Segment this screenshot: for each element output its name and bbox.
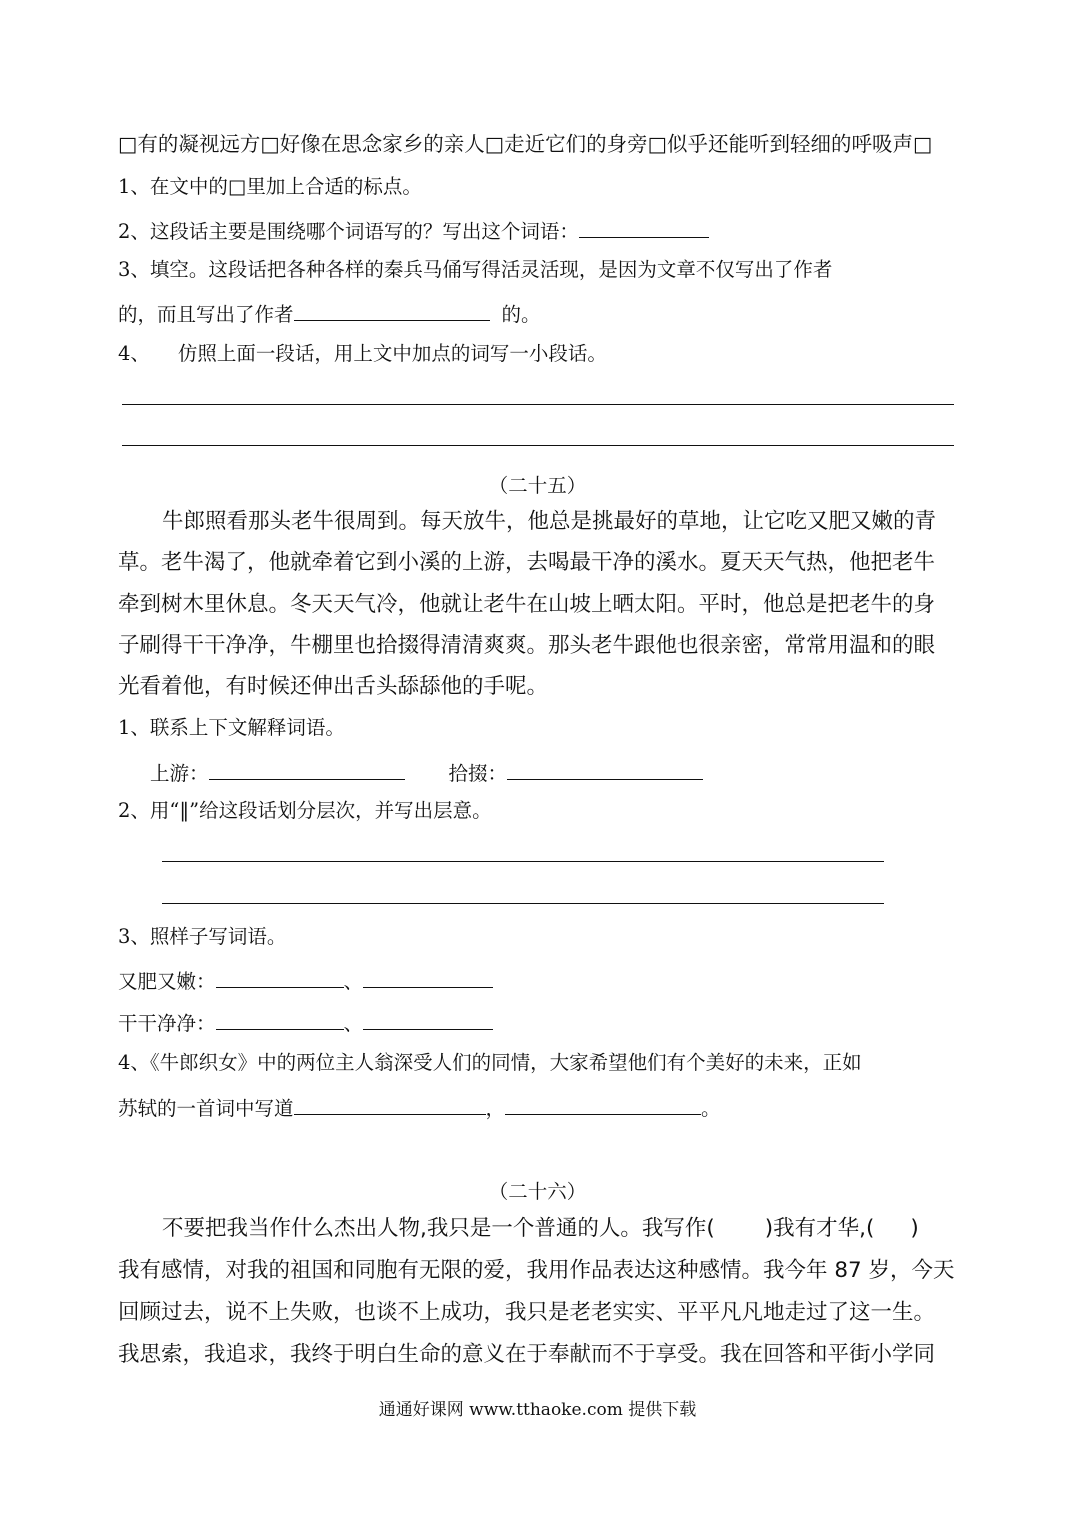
word-label: 上游： — [150, 762, 209, 785]
word-explanations — [150, 761, 703, 784]
question-1: 1、在文中的□里加上合适的标点。 — [118, 175, 422, 198]
answer-blank[interactable] — [507, 761, 703, 780]
passage-line: 子刷得干干净净，牛棚里也拾掇得清清爽爽。那头老牛跟他也很亲密，常常用温和的眼 — [118, 633, 936, 658]
question-2-text: 2、这段话主要是围绕哪个词语写的？写出这个词语： — [118, 220, 579, 243]
writing-line[interactable] — [122, 445, 954, 446]
passage-line: 草。老牛渴了，他就牵着它到小溪的上游，去喝最干净的溪水。夏天天气热，他把老牛 — [118, 550, 936, 575]
writing-line[interactable] — [162, 903, 884, 904]
example-row — [118, 969, 493, 992]
writing-line[interactable] — [122, 404, 954, 405]
answer-blank[interactable] — [363, 969, 493, 988]
question-4-text: 仿照上面一段话，用上文中加点的词写一小段话。 — [177, 342, 607, 365]
question-3: 3、照样子写词语。 — [118, 925, 287, 948]
answer-blank[interactable] — [579, 219, 709, 238]
passage-line: 不要把我当作什么杰出人物,我只是一个普通的人。我写作( )我有才华,( ) — [162, 1216, 919, 1241]
passage-line: 牛郎照看那头老牛很周到。每天放牛，他总是挑最好的草地，让它吃又肥又嫩的青 — [162, 509, 937, 534]
section-title: （二十六） — [488, 1180, 587, 1203]
question-4-number: 4、 — [118, 342, 150, 365]
passage-line: 我有感情，对我的祖国和同胞有无限的爱，我用作品表达这种感情。我今年 87 岁，今天 — [118, 1258, 955, 1283]
comma: ， — [485, 1097, 506, 1120]
example-row — [118, 1011, 493, 1034]
question-4-line1: 4、《牛郎织女》中的两位主人翁深受人们的同情，大家希望他们有个美好的未来，正如 — [118, 1051, 862, 1074]
question-2: 2、用“‖”给这段话划分层次，并写出层意。 — [118, 799, 492, 822]
passage-line: 我思索，我追求，我终于明白生命的意义在于奉献而不于享受。我在回答和平街小学同 — [118, 1342, 936, 1367]
separator: 、 — [343, 970, 364, 993]
answer-blank[interactable] — [216, 969, 344, 988]
answer-blank[interactable] — [363, 1011, 493, 1030]
question-4 — [118, 344, 607, 364]
answer-blank[interactable] — [216, 1011, 344, 1030]
question-4-line2 — [118, 1096, 721, 1119]
separator: 、 — [343, 1012, 364, 1035]
question-3-line2 — [118, 302, 541, 325]
answer-blank[interactable] — [294, 302, 490, 321]
example-label: 干干净净： — [118, 1012, 216, 1035]
passage-line: □有的凝视远方□好像在思念家乡的亲人□走近它们的身旁□似乎还能听到轻细的呼吸声□ — [118, 132, 933, 156]
word-label: 拾掇： — [448, 762, 508, 785]
passage-line: 牵到树木里休息。冬天天气冷，他就让老牛在山坡上晒太阳。平时，他总是把老牛的身 — [118, 592, 936, 617]
writing-line[interactable] — [162, 861, 884, 862]
passage-line: 回顾过去，说不上失败，也谈不上成功，我只是老老实实、平平凡凡地走过了这一生。 — [118, 1300, 936, 1325]
period: 。 — [701, 1097, 721, 1120]
question-1: 1、联系上下文解释词语。 — [118, 716, 345, 739]
answer-blank[interactable] — [505, 1096, 701, 1115]
question-2 — [118, 219, 709, 242]
answer-blank[interactable] — [294, 1096, 486, 1115]
page-footer: 通通好课网 www.tthaoke.com 提供下载 — [378, 1400, 697, 1420]
example-label: 又肥又嫩： — [118, 970, 216, 993]
question-3-line1: 3、填空。这段话把各种各样的秦兵马俑写得活灵活现，是因为文章不仅写出了作者 — [118, 258, 833, 281]
section-title: （二十五） — [488, 474, 587, 497]
question-4-text: 苏轼的一首词中写道 — [118, 1097, 294, 1120]
question-3-text-a: 的，而且写出了作者 — [118, 303, 294, 326]
passage-line: 光看着他，有时候还伸出舌头舔舔他的手呢。 — [118, 674, 549, 699]
answer-blank[interactable] — [209, 761, 405, 780]
question-3-text-b: 的。 — [501, 303, 541, 326]
